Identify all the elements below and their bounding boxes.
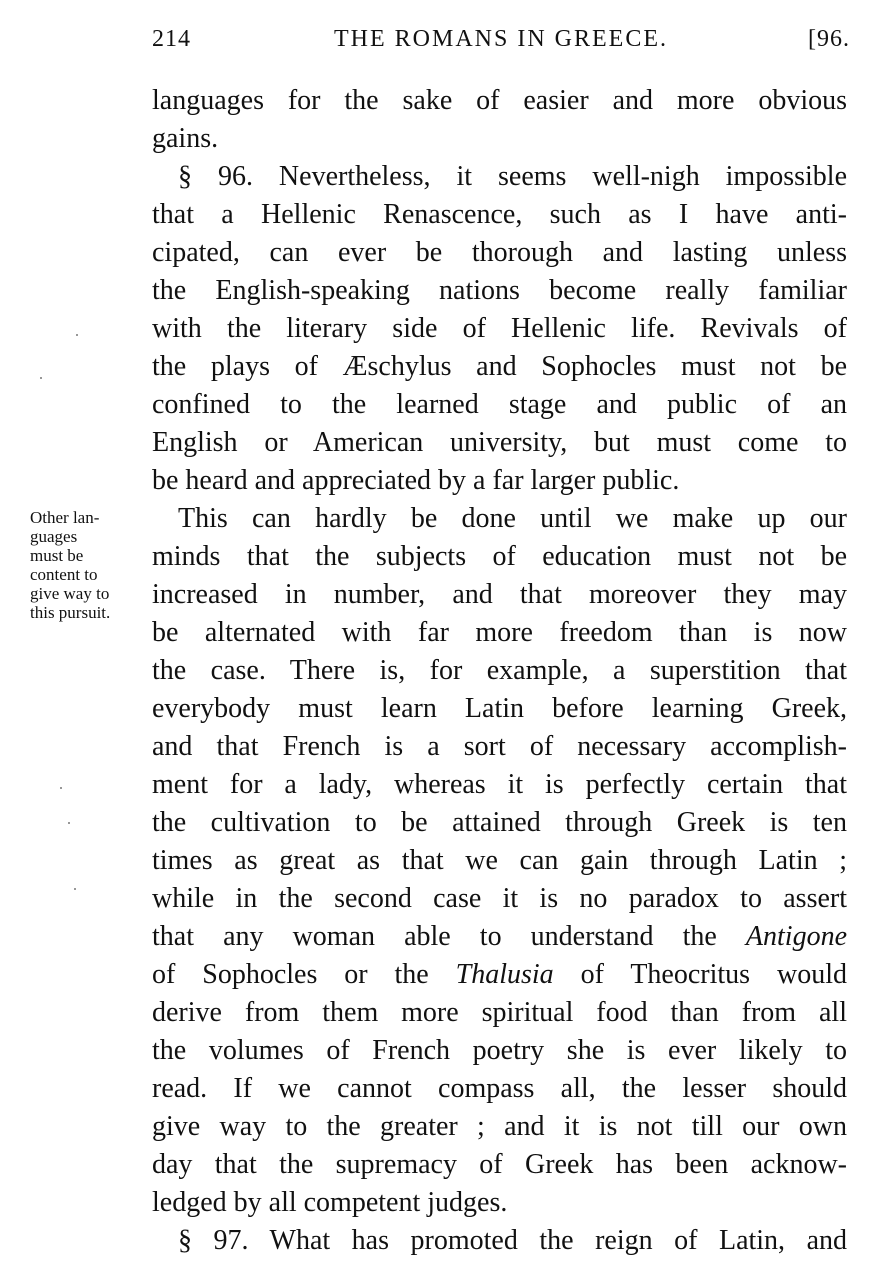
text-line: while in the second case it is no paradox to assert: [152, 883, 847, 914]
text-line: with the literary side of Hellenic life. Revivals of: [152, 313, 847, 344]
scan-speck: [60, 787, 62, 789]
text-line: the case. There is, for example, a superstition that: [152, 655, 847, 686]
text-line: times as great as that we can gain through Latin ;: [152, 845, 847, 876]
text-line: gains.: [152, 123, 219, 154]
scan-speck: [76, 334, 78, 336]
margin-note-line: content to: [30, 565, 98, 584]
text-line: [152, 918, 847, 956]
text-fragment: of Theocritus would: [553, 959, 847, 990]
text-line: day that the supremacy of Greek has been acknow-: [152, 1149, 847, 1180]
text-line: be heard and appreciated by a far larger public.: [152, 465, 680, 496]
text-line: confined to the learned stage and public of an: [152, 389, 847, 420]
margin-note-line: Other lan-: [30, 508, 100, 527]
text-line: give way to the greater ; and it is not till our own: [152, 1111, 847, 1142]
margin-note-line: must be: [30, 546, 84, 565]
text-fragment: that any woman able to understand the: [152, 921, 746, 952]
text-line: [152, 956, 847, 994]
margin-note-line: guages: [30, 527, 78, 546]
scan-speck: [40, 377, 42, 379]
text-line: the English-speaking nations become really familiar: [152, 275, 847, 306]
text-line: minds that the subjects of education must not be: [152, 541, 847, 572]
scan-speck: [68, 822, 70, 824]
text-line: cipated, can ever be thorough and lasting unless: [152, 237, 847, 268]
section-reference: [96.: [808, 26, 850, 52]
text-line: that a Hellenic Renascence, such as I have anti-: [152, 199, 847, 230]
page-number: 214: [152, 26, 191, 52]
margin-note: [30, 508, 152, 622]
italic-title-antigone: Antigone: [745, 921, 847, 952]
running-head: [152, 26, 850, 60]
body-text: [152, 82, 847, 1260]
text-line: the plays of Æschylus and Sophocles must not be: [152, 351, 847, 382]
text-line: be alternated with far more freedom than is now: [152, 617, 847, 648]
text-line: derive from them more spiritual food than from all: [152, 997, 847, 1028]
text-line: the cultivation to be attained through Greek is ten: [152, 807, 847, 838]
text-line: ledged by all competent judges.: [152, 1187, 508, 1218]
text-line: § 96. Nevertheless, it seems well-nigh impossible: [178, 161, 847, 192]
text-line: This can hardly be done until we make up our: [178, 503, 847, 534]
text-line: the volumes of French poetry she is ever likely to: [152, 1035, 847, 1066]
scan-speck: [74, 888, 76, 890]
text-line: increased in number, and that moreover they may: [152, 579, 847, 610]
text-line: § 97. What has promoted the reign of Latin, and: [178, 1225, 847, 1256]
text-line: languages for the sake of easier and more obvious: [152, 85, 847, 116]
text-fragment: of Sophocles or the: [152, 959, 456, 990]
text-line: everybody must learn Latin before learning Greek,: [152, 693, 847, 724]
text-line: English or American university, but must come to: [152, 427, 847, 458]
text-line: ment for a lady, whereas it is perfectly certain that: [152, 769, 847, 800]
margin-note-line: this pursuit.: [30, 603, 111, 622]
margin-note-line: give way to: [30, 584, 110, 603]
text-line: read. If we cannot compass all, the lesser should: [152, 1073, 847, 1104]
text-line: and that French is a sort of necessary accomplish-: [152, 731, 847, 762]
running-title: THE ROMANS IN GREECE.: [334, 26, 668, 52]
italic-title-thalusia: Thalusia: [455, 959, 554, 990]
